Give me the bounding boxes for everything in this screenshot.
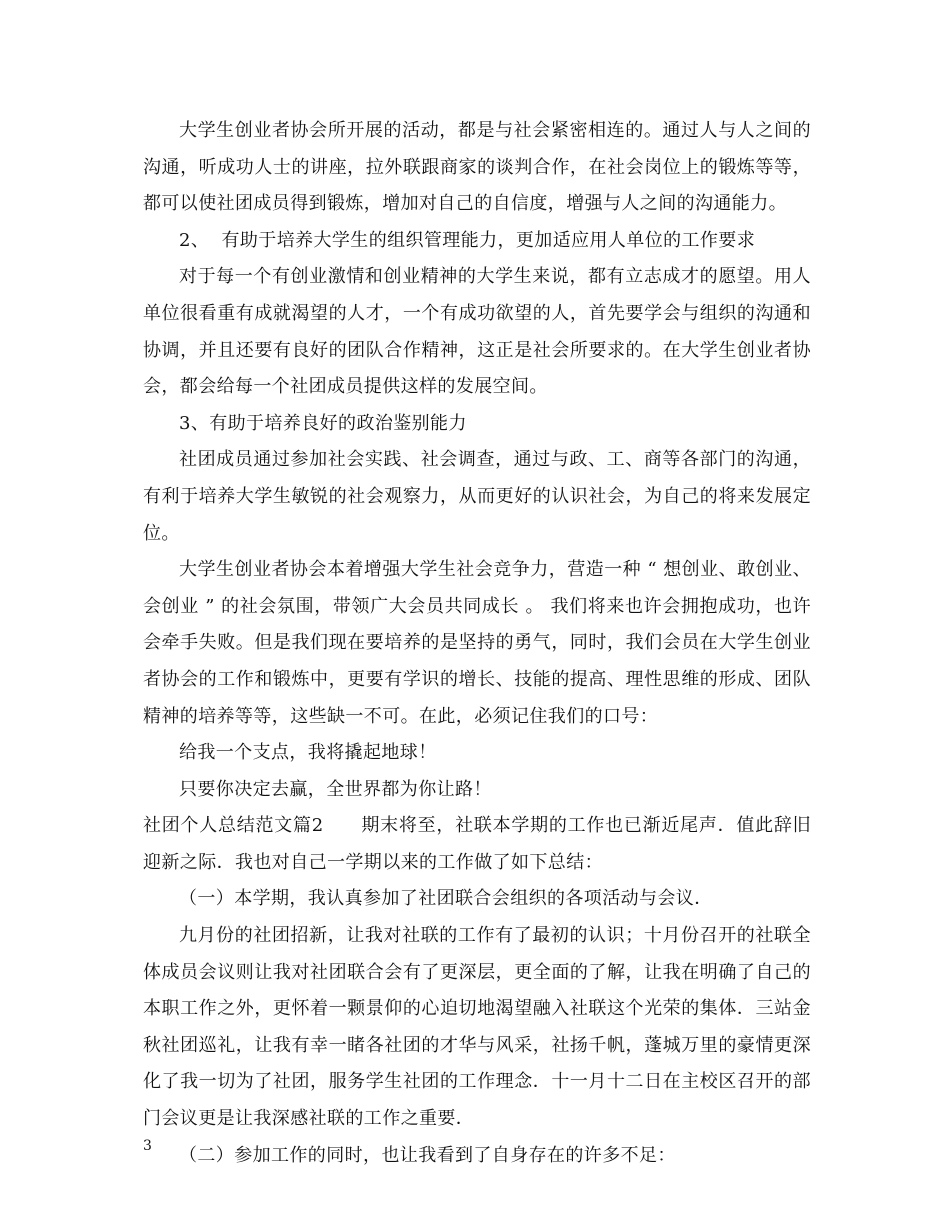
paragraph-3: 对于每一个有创业激情和创业精神的大学生来说，都有立志成才的愿望。用人单位很看重有成就渴望的人才，一个有成功欲望的人，首先要学会与组织的沟通和协调，并且还要有良好的团队合作精神，这正是社会所要求的。在大学生创业者协会，都会给每一个社团成员提供这样的发展空间。 [143, 266, 811, 398]
paragraph-5: 社团成员通过参加社会实践、社会调查，通过与政、工、商等各部门的沟通，有利于培养大学生敏锐的社会观察力，从而更好的认识社会，为自己的将来发展定位。 [143, 449, 811, 544]
paragraph-10: （一）本学期，我认真参加了社团联合会组织的各项活动与会议． [179, 888, 713, 910]
paragraph-2-heading: 2、 有助于培养大学生的组织管理能力，更加适应用人单位的工作要求 [179, 229, 756, 251]
paragraph-4-heading: 3、有助于培养良好的政治鉴别能力 [179, 412, 467, 434]
paragraph-1: 大学生创业者协会所开展的活动，都是与社会紧密相连的。通过人与人之间的沟通，听成功人士的讲座，拉外联跟商家的谈判合作，在社会岗位上的锻炼等等，都可以使社团成员得到锻炼，增加对自己的自信度，增强与人之间的沟通能力。 [143, 120, 811, 215]
page-number: 3 [143, 1138, 152, 1154]
paragraph-6: 大学生创业者协会本着增强大学生社会竞争力，营造一种 “ 想创业、敢创业、会创业 ” 的社会氛围，带领广大会员共同成长 。 我们将来也许会拥抱成功，也许会牵手失败。但是我们现在要培养的是坚持的勇气，同时，我们会员在大学生创业者协会的工作和锻炼中，更要有学识的增长、技能的提高、理性思维的形成、团队精神的培养等等，这些缺一不可。在此，必须记住我们的口号： [143, 559, 811, 727]
paragraph-11: 九月份的社团招新，让我对社联的工作有了最初的认识；十月份召开的社联全体成员会议则让我对社团联合会有了更深层，更全面的了解，让我在明确了自己的本职工作之外，更怀着一颗景仰的心迫切地渴望融入社联这个光荣的集体．三站金秋社团巡礼，让我有幸一睹各社团的才华与风采，社扬千帆，蓬城万里的豪情更深化了我一切为了社团，服务学生社团的工作理念．十一月十二日在主校区召开的部门会议更是让我深感社联的工作之重要． [143, 925, 811, 1130]
paragraph-12: （二）参加工作的同时，也让我看到了自身存在的许多不足： [179, 1144, 676, 1166]
section-title-paragraph: 社团个人总结范文篇2 期末将至，社联本学期的工作也已渐近尾声．值此辞旧迎新之际．我也对自己一学期以来的工作做了如下总结： [143, 815, 811, 873]
document-body [143, 113, 811, 1174]
slogan-2: 只要你决定去赢，全世界都为你让路！ [179, 778, 492, 800]
slogan-1: 给我一个支点，我将撬起地球！ [179, 742, 437, 764]
